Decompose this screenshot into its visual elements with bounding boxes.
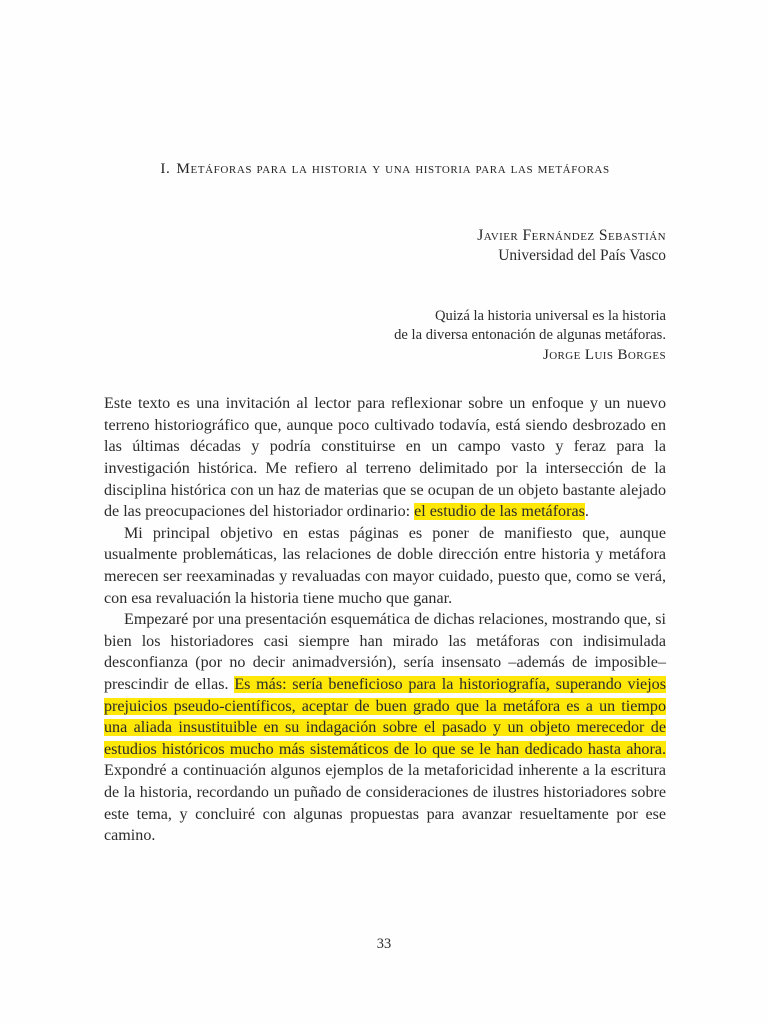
highlight-1: el estudio de las metáforas — [414, 503, 585, 521]
paragraph-3-text-after: Expondré a continuación algunos ejemplos de la metaforicidad inherente a la escritura de la historia, recordando un puñado de consideraciones de ilustres historiadores sobre este tema, y concluiré con algunas propuestas para avanzar resueltamente por ese camino. — [104, 762, 666, 845]
paragraph-3 — [104, 609, 666, 847]
body-text — [104, 393, 666, 846]
epigraph — [104, 307, 666, 365]
highlight-2: Es más: sería beneficioso para la historiografía, superando viejos prejuicios pseudo-científicos, aceptar de buen grado que la metáfora es a un tiempo una aliada insustituible en su indagación sobre el pasado y un objeto merecedor de estudios históricos mucho más sistemáticos de lo que se le han dedicado hasta ahora. — [104, 675, 666, 758]
author-block — [104, 226, 666, 265]
author-affiliation: Universidad del País Vasco — [498, 246, 666, 264]
chapter-title-text: Metáforas para la historia y una historia para las metáforas — [176, 160, 610, 177]
chapter-title — [104, 0, 666, 180]
epigraph-line-2: de la diversa entonación de algunas metáforas. — [394, 327, 666, 344]
epigraph-source: Jorge Luis Borges — [542, 346, 666, 363]
page-number: 33 — [376, 936, 392, 952]
page-content — [104, 0, 666, 847]
paragraph-3-text-before: Empezaré por una presentación esquemática de dichas relaciones, mostrando que, si bien los historiadores casi siempre han mirado las metáforas con indisimulada desconfianza (por no decir animadversión), sería insensato –además de imposible– prescindir de ellas. — [104, 611, 666, 693]
paragraph-2: Mi principal objetivo en estas páginas es poner de manifiesto que, aunque usualmente problemáticas, las relaciones de doble dirección entre historia y metáfora merecen ser reexaminadas y revaluadas con mayor cuidado, puesto que, como se verá, con esa revaluación la historia tiene mucho que ganar. — [104, 524, 666, 607]
chapter-numeral: I. — [160, 160, 171, 177]
epigraph-line-1: Quizá la historia universal es la historia — [435, 308, 666, 324]
paragraph-1-text-after: . — [584, 503, 589, 521]
author-name: Javier Fernández Sebastián — [477, 227, 666, 244]
paragraph-1 — [104, 393, 666, 523]
paragraph-1-text-before: Este texto es una invitación al lector para reflexionar sobre un enfoque y un nuevo terreno historiográfico que, aunque poco cultivado todavía, está siendo desbrozado en las últimas décadas y podría constituirse en un campo vasto y feraz para la investigación histórica. Me refiero al terreno delimitado por la intersección de la disciplina histórica con un haz de materias que se ocupan de un objeto bastante alejado de las preocupaciones del historiador ordinario: — [104, 395, 666, 521]
